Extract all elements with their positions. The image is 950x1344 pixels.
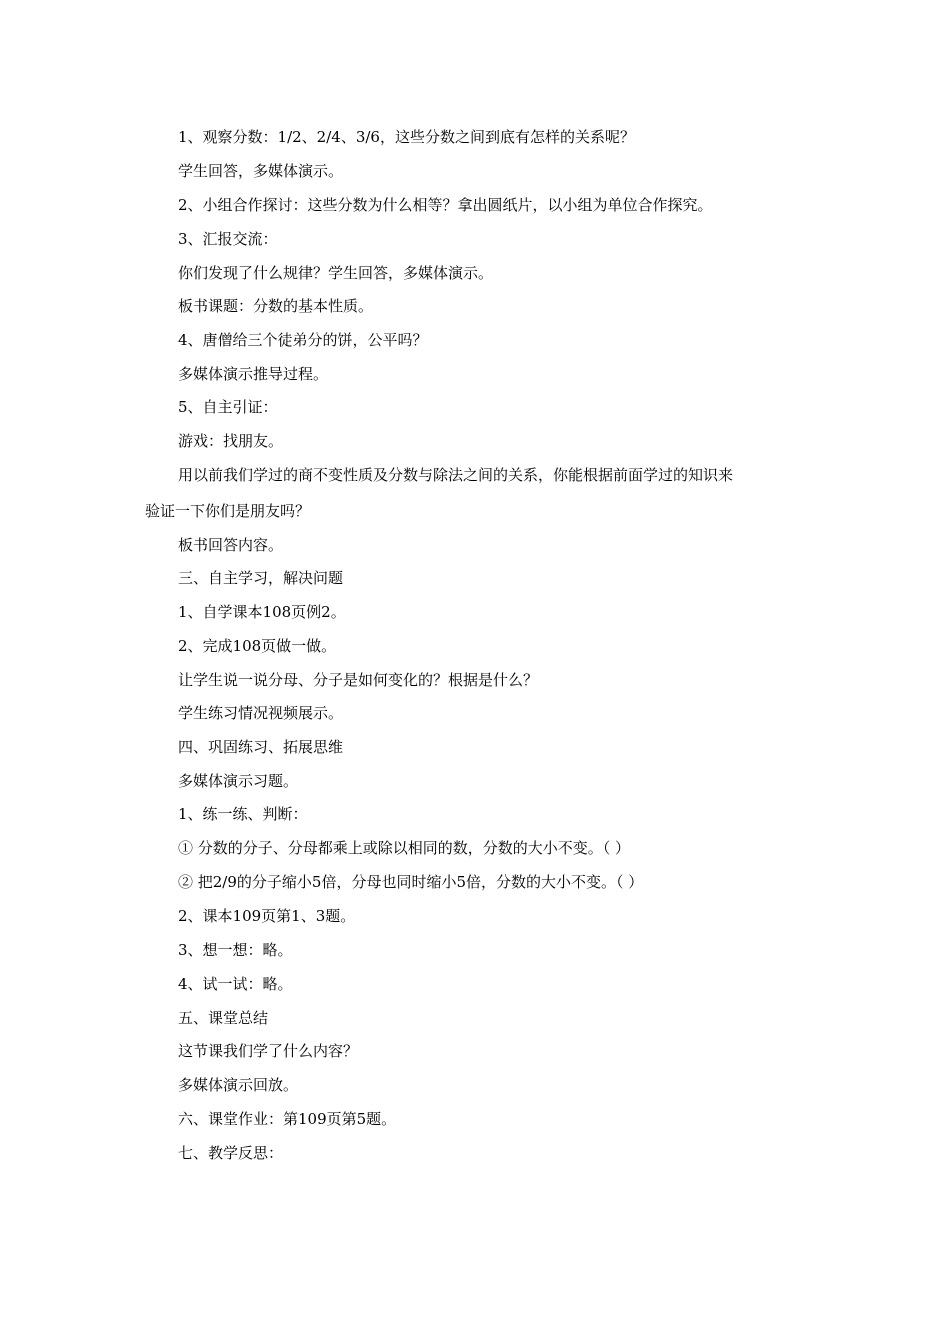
text-line: 2、完成108页做一做。 bbox=[178, 637, 337, 655]
text-line: 你们发现了什么规律？学生回答，多媒体演示。 bbox=[178, 264, 494, 282]
section-heading: 七、教学反思： bbox=[178, 1144, 284, 1162]
text-line: 验证一下你们是朋友吗？ bbox=[145, 502, 311, 520]
text-line: 板书回答内容。 bbox=[178, 536, 284, 554]
text-line: 学生练习情况视频展示。 bbox=[178, 704, 344, 722]
text-line: 2、小组合作探讨：这些分数为什么相等？拿出圆纸片，以小组为单位合作探究。 bbox=[178, 196, 713, 214]
text-line: 板书课题：分数的基本性质。 bbox=[178, 297, 374, 315]
text-line: 多媒体演示推导过程。 bbox=[178, 365, 329, 383]
text-line: 3、想一想：略。 bbox=[178, 941, 293, 959]
text-line: 多媒体演示回放。 bbox=[178, 1076, 299, 1094]
text-line: 4、唐僧给三个徒弟分的饼，公平吗？ bbox=[178, 331, 428, 349]
text-line: 用以前我们学过的商不变性质及分数与除法之间的关系，你能根据前面学过的知识来 bbox=[178, 466, 734, 484]
text-line: 3、汇报交流： bbox=[178, 230, 278, 248]
section-heading: 六、课堂作业：第109页第5题。 bbox=[178, 1110, 397, 1128]
text-line: 2、课本109页第1、3题。 bbox=[178, 907, 356, 925]
text-line: 学生回答，多媒体演示。 bbox=[178, 162, 344, 180]
text-line: ② 把2/9的分子缩小5倍，分母也同时缩小5倍，分数的大小不变。（ ） bbox=[178, 873, 644, 891]
text-line: 4、试一试：略。 bbox=[178, 975, 293, 993]
text-line: 多媒体演示习题。 bbox=[178, 772, 299, 790]
text-line: 5、自主引证： bbox=[178, 398, 278, 416]
section-heading: 四、巩固练习、拓展思维 bbox=[178, 738, 344, 756]
text-line: 1、观察分数：1/2、2/4、3/6，这些分数之间到底有怎样的关系呢？ bbox=[178, 128, 635, 146]
text-line: 1、自学课本108页例2。 bbox=[178, 603, 346, 621]
text-line: ① 分数的分子、分母都乘上或除以相同的数，分数的大小不变。（ ） bbox=[178, 839, 631, 857]
text-line: 1、练一练、判断： bbox=[178, 805, 308, 823]
text-line: 游戏：找朋友。 bbox=[178, 432, 284, 450]
section-heading: 五、课堂总结 bbox=[178, 1009, 269, 1027]
section-heading: 三、自主学习，解决问题 bbox=[178, 569, 344, 587]
text-line: 这节课我们学了什么内容？ bbox=[178, 1042, 359, 1060]
text-line: 让学生说一说分母、分子是如何变化的？根据是什么？ bbox=[178, 671, 539, 689]
